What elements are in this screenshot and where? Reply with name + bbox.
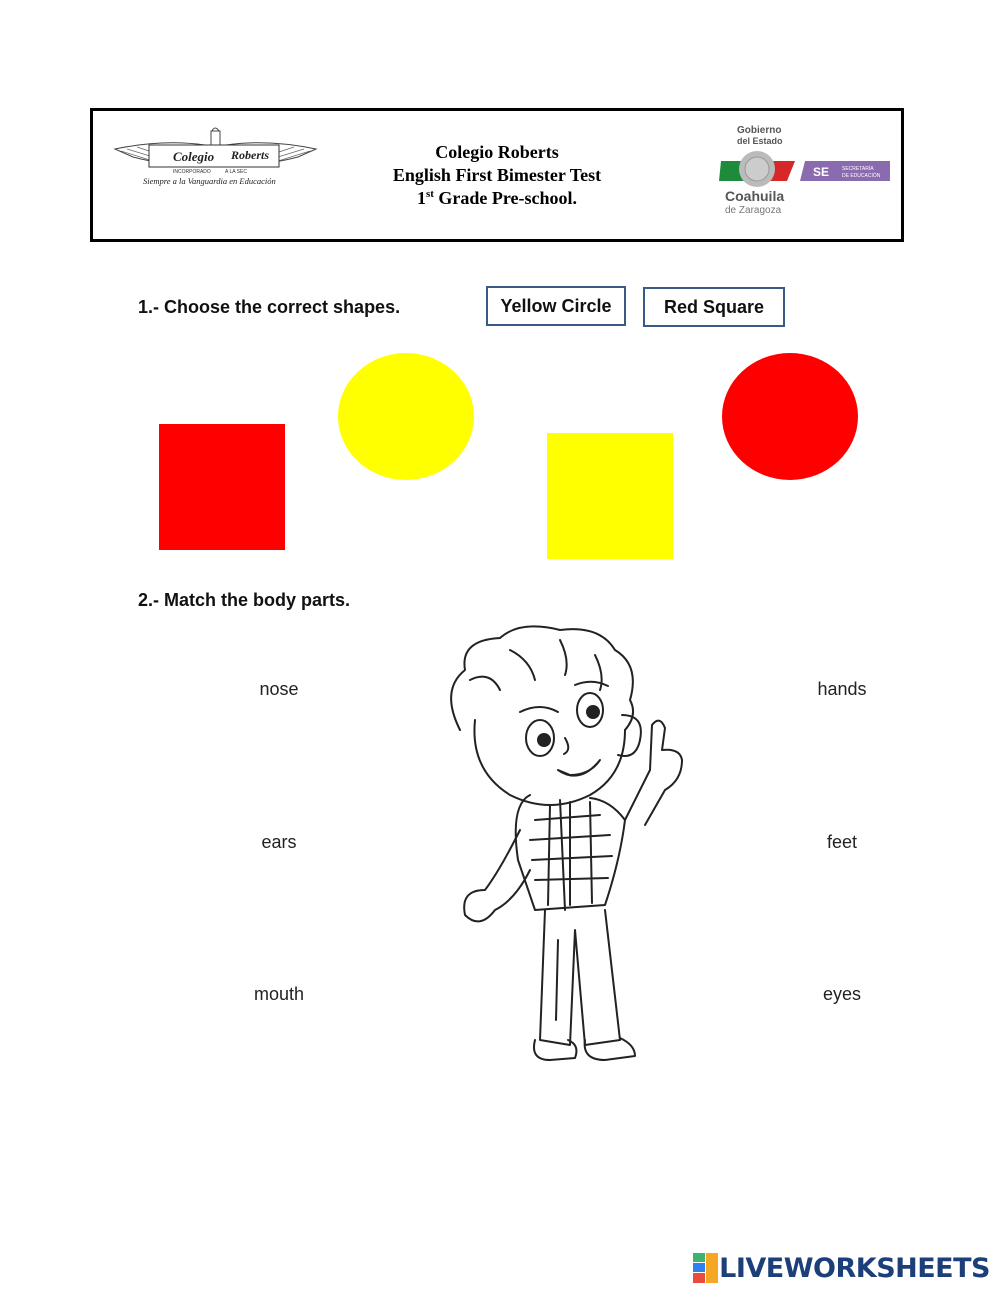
word-mouth[interactable]: mouth bbox=[253, 984, 305, 1004]
red-square-option[interactable]: Red Square bbox=[643, 287, 785, 327]
school-logo-text: Colegio bbox=[173, 149, 215, 164]
liveworksheets-brand[interactable] bbox=[693, 1253, 990, 1283]
svg-text:INCORPORADO: INCORPORADO bbox=[173, 169, 211, 175]
yellow-square-shape[interactable] bbox=[547, 433, 673, 559]
government-logo-icon bbox=[715, 121, 890, 216]
svg-text:A LA SEC: A LA SEC bbox=[225, 169, 247, 175]
red-square-shape[interactable] bbox=[159, 424, 285, 550]
header-box bbox=[90, 108, 904, 242]
word-ears[interactable]: ears bbox=[261, 832, 297, 852]
svg-text:Coahuila: Coahuila bbox=[725, 188, 785, 204]
word-hands[interactable]: hands bbox=[817, 679, 867, 699]
word-nose[interactable]: nose bbox=[259, 679, 299, 699]
word-eyes[interactable]: eyes bbox=[822, 984, 862, 1004]
government-logo bbox=[715, 121, 890, 216]
svg-text:de Zaragoza: de Zaragoza bbox=[725, 205, 782, 216]
red-circle-shape[interactable] bbox=[722, 353, 858, 480]
boy-illustration bbox=[440, 620, 690, 1075]
liveworksheets-logo-icon bbox=[693, 1253, 719, 1283]
yellow-circle-shape[interactable] bbox=[338, 353, 474, 480]
header-grade: 1st Grade Pre-school. bbox=[416, 188, 578, 208]
word-feet[interactable]: feet bbox=[826, 832, 858, 852]
question-2-text: 2.- Match the body parts. bbox=[138, 590, 351, 610]
school-motto: Siempre a la Vanguardia en Educación bbox=[143, 176, 276, 186]
question-1-text: 1.- Choose the correct shapes. bbox=[138, 297, 401, 317]
boy-illustration-icon bbox=[440, 620, 690, 1075]
svg-text:Roberts: Roberts bbox=[231, 148, 270, 162]
svg-text:SECRETARÍA: SECRETARÍA bbox=[842, 166, 874, 172]
svg-text:del Estado: del Estado bbox=[737, 136, 783, 146]
header-test-title: English First Bimester Test bbox=[392, 165, 602, 185]
svg-text:SE: SE bbox=[813, 165, 830, 179]
yellow-circle-option[interactable]: Yellow Circle bbox=[486, 286, 626, 326]
svg-text:DE EDUCACIÓN: DE EDUCACIÓN bbox=[842, 173, 881, 179]
liveworksheets-text: LIVEWORKSHEETS bbox=[719, 1252, 990, 1284]
svg-text:Gobierno: Gobierno bbox=[737, 125, 782, 136]
header-school-name: Colegio Roberts bbox=[435, 142, 559, 162]
